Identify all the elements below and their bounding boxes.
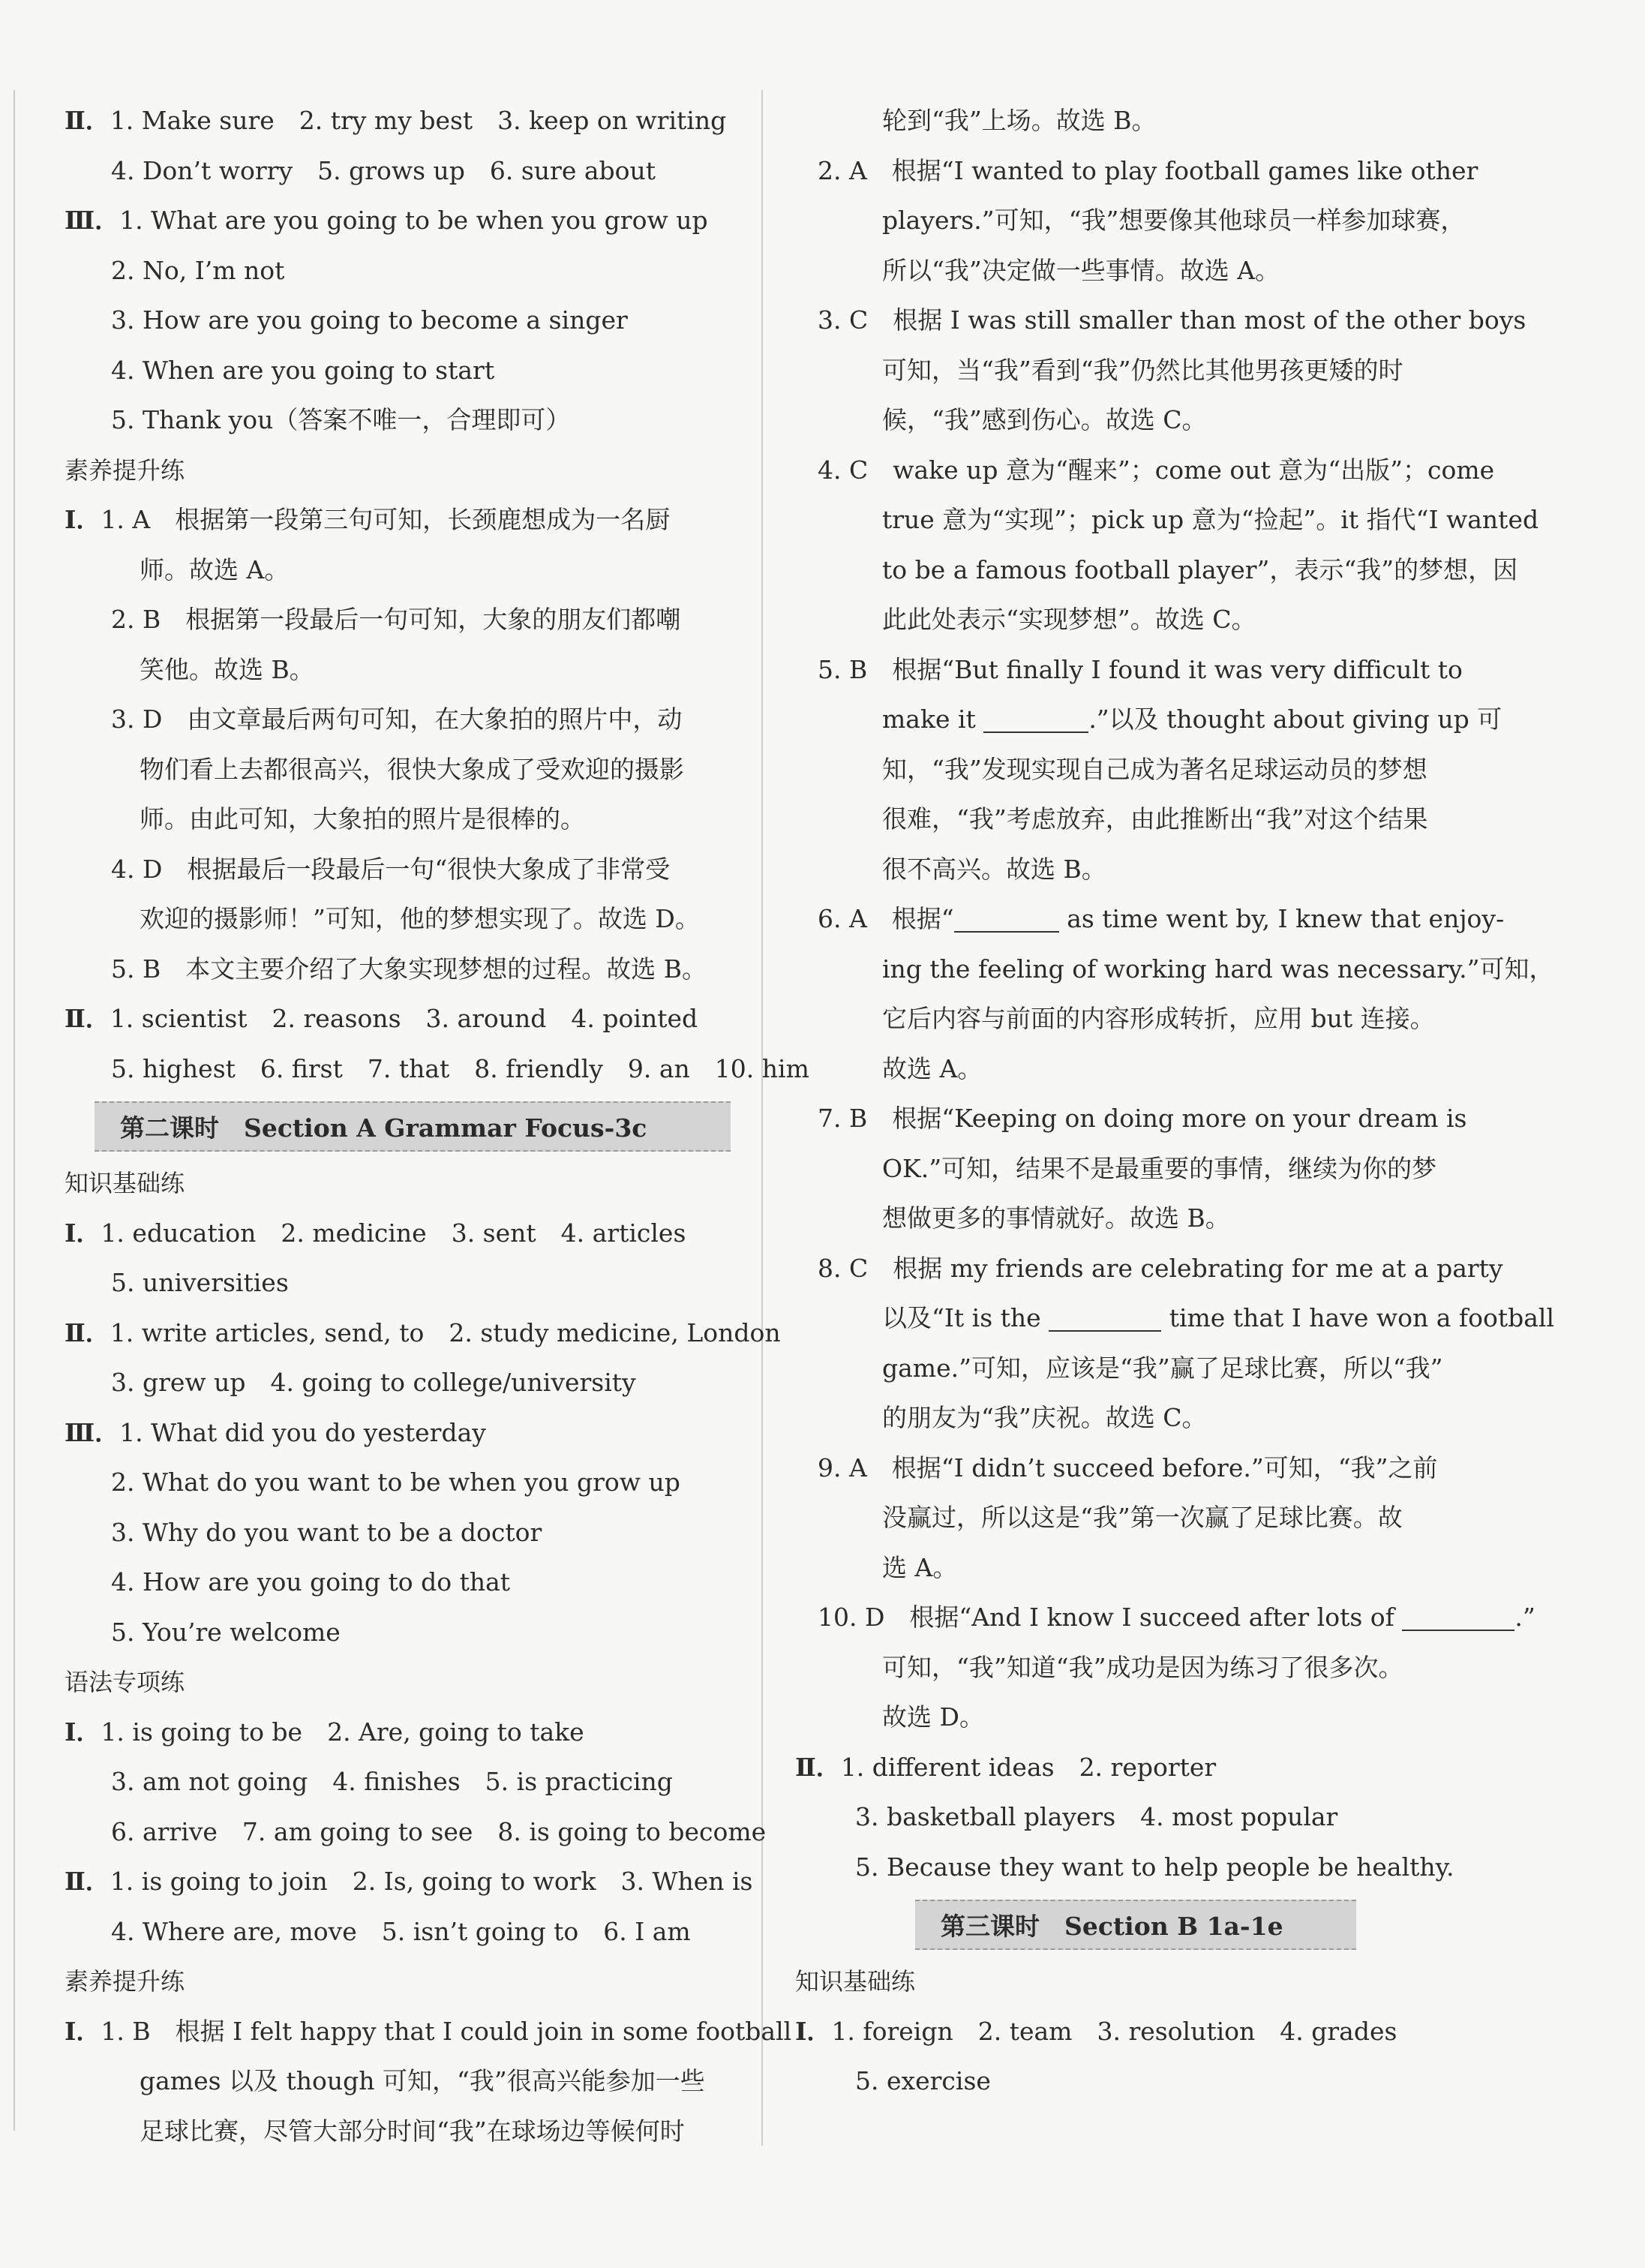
- left-s1-q1-line2: 师。故选 A。: [140, 554, 290, 584]
- left-t1-q1-line2: games 以及 though 可知，“我”很高兴能参加一些: [140, 2066, 705, 2095]
- left-k3-line5: 5. You’re welcome: [111, 1617, 341, 1647]
- right-q8-line2: 以及“It is the time that I have won a football: [882, 1303, 1555, 1332]
- left-g2-line1: Ⅱ．1. is going to join 2. Is, going to work 3. When is: [65, 1867, 753, 1896]
- right-q7-line3: 想做更多的事情就好。故选 B。: [882, 1203, 1230, 1233]
- right-q6-line4: 故选 A。: [882, 1053, 983, 1083]
- left-k1-line1: Ⅰ．1. education 2. medicine 3. sent 4. articles: [65, 1218, 686, 1248]
- left-k3-line4: 4. How are you going to do that: [111, 1567, 511, 1597]
- left-s1-q4-line1: 4. D 根据最后一段最后一句“很快大象成了非常受: [111, 854, 671, 884]
- left-part3-line5: 5. Thank you（答案不唯一，合理即可）: [111, 405, 571, 434]
- right-q6-line2: ing the feeling of working hard was necessary.”可知，: [882, 954, 1554, 984]
- left-k2-line2: 3. grew up 4. going to college/university: [111, 1368, 636, 1397]
- right-q2-line1: 2. A 根据“I wanted to play football games like other: [818, 155, 1478, 185]
- left-part3-line4: 4. When are you going to start: [111, 355, 495, 385]
- right-q7-line2: OK.”可知，结果不是最重要的事情，继续为你的梦: [882, 1153, 1437, 1183]
- right-q7-line1: 7. B 根据“Keeping on doing more on your dream is: [818, 1104, 1467, 1133]
- page-edge-line: [14, 90, 15, 2131]
- right-q8-line4: 的朋友为“我”庆祝。故选 C。: [882, 1403, 1207, 1432]
- left-k2-line1: Ⅱ．1. write articles, send, to 2. study medicine, London: [65, 1317, 781, 1347]
- section-heading-zsjc-2: 知识基础练: [795, 1967, 916, 1996]
- left-part3-line2: 2. No, I’m not: [111, 255, 285, 285]
- right-q4-line3: to be a famous football player”，表示“我”的梦想，因: [882, 554, 1518, 584]
- right-q4-line2: true 意为“实现”；pick up 意为“捡起”。it 指代“I wanted: [882, 505, 1539, 534]
- right-q6-line3: 它后内容与前面的内容形成转折，应用 but 连接。: [882, 1004, 1435, 1033]
- answer-blank: [954, 909, 1059, 933]
- right-q5-line5: 很不高兴。故选 B。: [882, 854, 1106, 884]
- right-q3-line1: 3. C 根据 I was still smaller than most of the other boys: [818, 305, 1526, 335]
- right-q4-line4: 此此处表示“实现梦想”。故选 C。: [882, 605, 1256, 634]
- left-g2-line2: 4. Where are, move 5. isn’t going to 6. I am: [111, 1916, 691, 1946]
- right-q10-line3: 故选 D。: [882, 1702, 984, 1732]
- right-q3-line2: 可知，当“我”看到“我”仍然比其他男孩更矮的时: [882, 355, 1403, 385]
- left-k3-line2: 2. What do you want to be when you grow up: [111, 1467, 680, 1497]
- right-q6-line1: 6. A 根据“ as time went by, I knew that enjoy-: [818, 904, 1505, 933]
- right-q9-line3: 选 A。: [882, 1552, 958, 1582]
- left-s1-q3-line2: 物们看上去都很高兴，很快大象成了受欢迎的摄影: [140, 754, 684, 784]
- left-g1-line2: 3. am not going 4. finishes 5. is practicing: [111, 1767, 673, 1796]
- left-t1-q1-line3: 足球比赛，尽管大部分时间“我”在球场边等候何时: [140, 2116, 685, 2146]
- left-column: [65, 96, 809, 2156]
- right-column: [795, 96, 1555, 2107]
- right-q3-line3: 候，“我”感到伤心。故选 C。: [882, 405, 1207, 434]
- left-t1-q1-line1: Ⅰ．1. B 根据 I felt happy that I could join in some football: [65, 2016, 792, 2046]
- answer-blank: [1402, 1607, 1514, 1631]
- left-part2-line1: Ⅱ．1. Make sure 2. try my best 3. keep on writing: [65, 106, 727, 135]
- section-heading-yfzx: 语法专项练: [65, 1668, 185, 1696]
- section-heading-zsjc-1: 知识基础练: [65, 1169, 185, 1197]
- right-q5-line4: 很难，“我”考虑放弃，由此推断出“我”对这个结果: [882, 804, 1428, 834]
- left-s2-line2: 5. highest 6. first 7. that 8. friendly 9. an 10. him: [111, 1053, 809, 1083]
- right-q8-line3: game.”可知，应该是“我”赢了足球比赛，所以“我”: [882, 1353, 1443, 1383]
- left-g1-line3: 6. arrive 7. am going to see 8. is going to become: [111, 1816, 767, 1846]
- left-s1-q5: 5. B 本文主要介绍了大象实现梦想的过程。故选 B。: [111, 954, 707, 984]
- right-b1-line1: Ⅰ．1. foreign 2. team 3. resolution 4. grades: [795, 2016, 1397, 2046]
- right-part2-line2: 3. basketball players 4. most popular: [855, 1802, 1338, 1831]
- right-q8-line1: 8. C 根据 my friends are celebrating for me at a party: [818, 1253, 1503, 1283]
- left-part2-line2: 4. Don’t worry 5. grows up 6. sure about: [111, 155, 656, 185]
- right-q9-line2: 没赢过，所以这是“我”第一次赢了足球比赛。故: [882, 1503, 1403, 1532]
- right-q10-line2: 可知，“我”知道“我”成功是因为练习了很多次。: [882, 1652, 1403, 1682]
- left-s1-q2-line2: 笑他。故选 B。: [140, 654, 314, 684]
- left-s1-q1-line1: Ⅰ．1. A 根据第一段第三句可知，长颈鹿想成为一名厨: [65, 505, 671, 534]
- left-s2-line1: Ⅱ．1. scientist 2. reasons 3. around 4. pointed: [65, 1004, 698, 1033]
- right-q5-line2: make it .”以及 thought about giving up 可: [882, 704, 1502, 734]
- left-part3-line3: 3. How are you going to become a singer: [111, 305, 628, 335]
- right-part2-line1: Ⅱ．1. different ideas 2. reporter: [795, 1752, 1217, 1782]
- right-q9-line1: 9. A 根据“I didn’t succeed before.”可知，“我”之前: [818, 1452, 1438, 1482]
- left-s1-q2-line1: 2. B 根据第一段最后一句可知，大象的朋友们都嘲: [111, 605, 681, 634]
- left-k3-line1: Ⅲ．1. What did you do yesterday: [65, 1417, 486, 1447]
- left-s1-q4-line2: 欢迎的摄影师！”可知，他的梦想实现了。故选 D。: [140, 904, 700, 933]
- right-q2-line3: 所以“我”决定做一些事情。故选 A。: [882, 255, 1280, 285]
- left-g1-line1: Ⅰ．1. is going to be 2. Are, going to take: [65, 1717, 584, 1747]
- right-q4-line1: 4. C wake up 意为“醒来”；come out 意为“出版”；come: [818, 455, 1495, 485]
- answer-blank: [983, 709, 1088, 733]
- right-q10-line1: 10. D 根据“And I know I succeed after lots of .”: [818, 1603, 1535, 1632]
- lesson-banner-3-label: 第三课时 Section B 1a-1e: [915, 1900, 1356, 1950]
- right-q5-line1: 5. B 根据“But finally I found it was very difficult to: [818, 654, 1463, 684]
- right-part2-line3: 5. Because they want to help people be healthy.: [855, 1852, 1454, 1882]
- lesson-banner-3: [795, 1892, 1455, 1957]
- left-part3-line1: Ⅲ．1. What are you going to be when you grow up: [65, 206, 708, 235]
- right-q5-line3: 知，“我”发现实现自己成为著名足球运动员的梦想: [882, 754, 1427, 784]
- lesson-banner-2: [65, 1094, 740, 1158]
- right-q2-line2: players.”可知，“我”想要像其他球员一样参加球赛，: [882, 206, 1466, 235]
- right-b1-line2: 5. exercise: [855, 2066, 991, 2095]
- left-s1-q3-line3: 师。由此可知，大象拍的照片是很棒的。: [140, 804, 585, 834]
- left-s1-q3-line1: 3. D 由文章最后两句可知，在大象拍的照片中，动: [111, 704, 683, 734]
- section-heading-sysl-1: 素养提升练: [65, 455, 185, 485]
- left-k3-line3: 3. Why do you want to be a doctor: [111, 1517, 542, 1547]
- lesson-banner-2-label: 第二课时 Section A Grammar Focus-3c: [95, 1101, 731, 1152]
- right-q1-line4: 轮到“我”上场。故选 B。: [882, 106, 1157, 135]
- left-k1-line2: 5. universities: [111, 1268, 289, 1297]
- section-heading-sysl-2: 素养提升练: [65, 1967, 185, 1996]
- answer-blank: [1049, 1308, 1161, 1332]
